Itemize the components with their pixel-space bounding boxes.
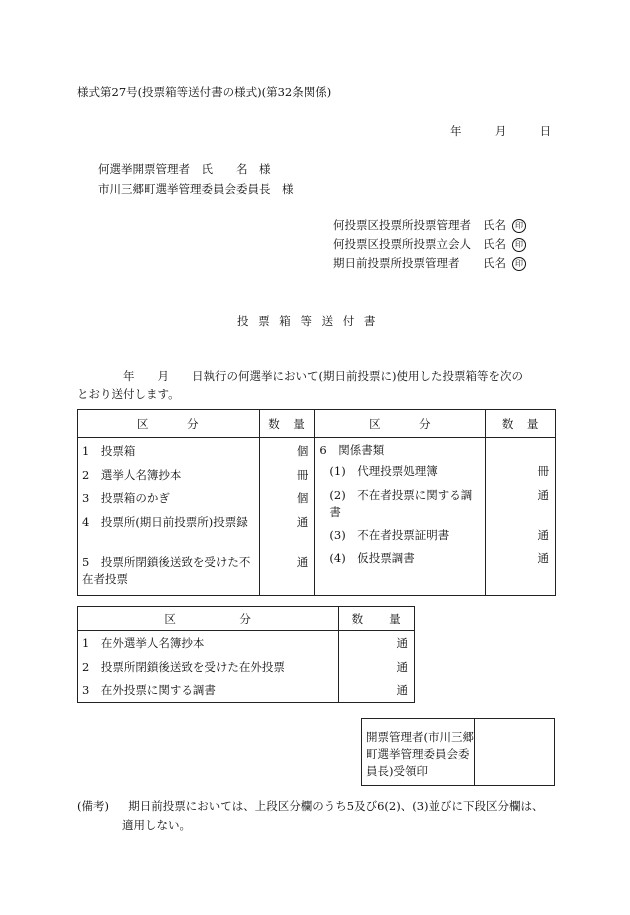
- header-quantity: 数 量: [486, 410, 556, 438]
- left-quantity-cell: [259, 438, 315, 596]
- header-category: 区 分: [78, 607, 339, 631]
- right-items-cell: [315, 438, 486, 596]
- unit-label: 通: [537, 487, 549, 502]
- unit-label: 通: [537, 527, 549, 542]
- list-item: (2) 不在者投票に関する調書: [329, 487, 473, 519]
- header-category: 区 分: [78, 410, 260, 438]
- list-heading: 6 関係書類: [319, 443, 385, 457]
- remarks-text: 期日前投票においては、上段区分欄のうち5及び6(2)、(3)並びに下段区分欄は、: [128, 799, 544, 813]
- list-item: 2 選挙人名簿抄本: [82, 467, 182, 482]
- table-row-label: 3 在外投票に関する調書: [78, 679, 339, 703]
- receipt-label: 開票管理者(市川三郷町選挙管理委員会委員長)受領印: [362, 719, 475, 785]
- header-quantity: 数 量: [339, 607, 415, 631]
- header-category: 区 分: [315, 410, 486, 438]
- sender-role: 期日前投票所投票管理者: [333, 256, 460, 270]
- unit-label: 冊: [537, 464, 549, 478]
- left-items-cell: [78, 438, 260, 596]
- list-item: 4 投票所(期日前投票所)投票録: [82, 514, 248, 529]
- date-year-label: 年: [450, 124, 462, 138]
- list-item: (1) 代理投票処理簿: [329, 464, 438, 478]
- list-item: 5 投票所閉鎖後送致を受けた不在者投票: [82, 554, 251, 586]
- list-item: 3 投票箱のかぎ: [82, 491, 170, 505]
- unit-label: 冊: [296, 467, 309, 482]
- unit-label: 通: [296, 514, 309, 529]
- seal-icon: 印: [512, 238, 526, 252]
- date-day-label: 日: [539, 124, 552, 138]
- date-line: [450, 123, 551, 139]
- unit-label: 通: [339, 655, 415, 679]
- table-row-label: 2 投票所閉鎖後送致を受けた在外投票: [78, 655, 339, 679]
- unit-label: 通: [296, 554, 309, 569]
- sender-name-label: 氏名: [483, 218, 506, 232]
- remarks-line-continued: 適用しない。: [122, 818, 191, 832]
- sender-role: 何投票区投票所投票管理者: [333, 218, 471, 232]
- unit-label: 通: [339, 631, 415, 655]
- receipt-seal-box: [361, 718, 555, 786]
- sender-role: 何投票区投票所投票立会人: [333, 237, 471, 251]
- remarks-prefix: (備考): [77, 799, 109, 813]
- sender-line: [333, 255, 526, 271]
- items-table-overseas: [77, 606, 415, 703]
- body-text-line: 年 月 日執行の何選挙において(期日前投票に)使用した投票箱等を次の: [77, 369, 523, 383]
- items-table-main: [77, 409, 556, 596]
- date-month-label: 月: [494, 124, 507, 138]
- unit-label: 個: [296, 491, 309, 505]
- sender-line: [333, 236, 526, 252]
- remarks-line: [77, 798, 544, 814]
- list-item: 1 投票箱: [82, 444, 136, 458]
- sender-name-label: 氏名: [483, 256, 506, 270]
- unit-label: 通: [537, 551, 549, 565]
- addressee-line: 市川三郷町選挙管理委員会委員長 様: [98, 182, 294, 196]
- unit-label: 通: [339, 679, 415, 703]
- sender-line: [333, 217, 526, 233]
- seal-icon: 印: [512, 219, 526, 233]
- form-title: 様式第27号(投票箱等送付書の様式)(第32条関係): [77, 85, 332, 99]
- seal-icon: 印: [512, 257, 526, 271]
- unit-label: 個: [296, 444, 309, 458]
- list-item: (4) 仮投票調書: [329, 551, 415, 565]
- addressee-line: 何選挙開票管理者 氏 名 様: [98, 162, 271, 176]
- sender-name-label: 氏名: [483, 237, 506, 251]
- list-item: (3) 不在者投票証明書: [329, 527, 450, 542]
- header-quantity: 数 量: [259, 410, 315, 438]
- document-title: 投 票 箱 等 送 付 書: [237, 314, 379, 328]
- body-text-line: とおり送付します。: [77, 387, 180, 401]
- table-row-label: 1 在外選挙人名簿抄本: [78, 631, 339, 655]
- right-quantity-cell: [486, 438, 556, 596]
